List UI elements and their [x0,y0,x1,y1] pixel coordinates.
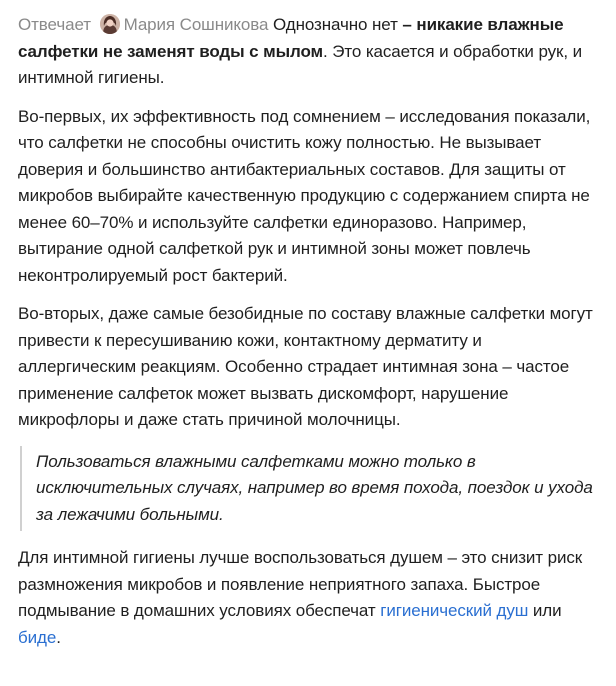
last-end: . [56,627,61,647]
lead-bold: – никакие влажные салфетки не заменят воды с мылом [18,15,564,61]
author-name[interactable]: Мария Сошникова [123,15,269,34]
quote-text: Пользоваться влажными салфетками можно только в исключительных случаях, например во время похода, поездок и ухода за лежачими больными. [36,451,593,524]
paragraph-last [18,545,598,651]
answer-prefix: Отвечает [18,15,91,34]
paragraph-1: Во-первых, их эффективность под сомнением – исследования показали, что салфетки не способны очистить кожу полностью. Не вызывает доверия и большинство антибактериальных составов. Для защиты от микробов выбирайте качественную продукцию с содержанием спирта не менее 60–70% и используйте салфетки единоразово. Например, вытирание одной салфеткой рук и интимной зоны может повлечь неконтролируемый рост бактерий. [18,106,591,285]
lead-plain: Однозначно нет [273,15,398,34]
lead-tail: . Это касается и обработки рук, и интимной гигиены. [18,41,582,87]
hygienic-shower-link[interactable]: гигиенический душ [380,601,529,620]
answer-intro [18,12,598,92]
blockquote [20,446,598,532]
bidet-link[interactable]: биде [18,627,57,647]
last-between: или [528,601,562,620]
paragraph-2: Во-вторых, даже самые безобидные по составу влажные салфетки могут привести к пересушиванию кожи, контактному дерматиту и аллергическим реакциям. Особенно страдает интимная зона – частое применение салфеток может вызвать дискомфорт, нарушение микрофлоры и даже стать причиной молочницы. [18,304,593,429]
last-text: Для интимной гигиены лучше воспользоваться душем – это снизит риск размножения микробов и появление неприятного запаха. Быстрое подмывание в домашних условиях обеспечат [18,548,583,620]
author-avatar[interactable] [100,14,120,34]
